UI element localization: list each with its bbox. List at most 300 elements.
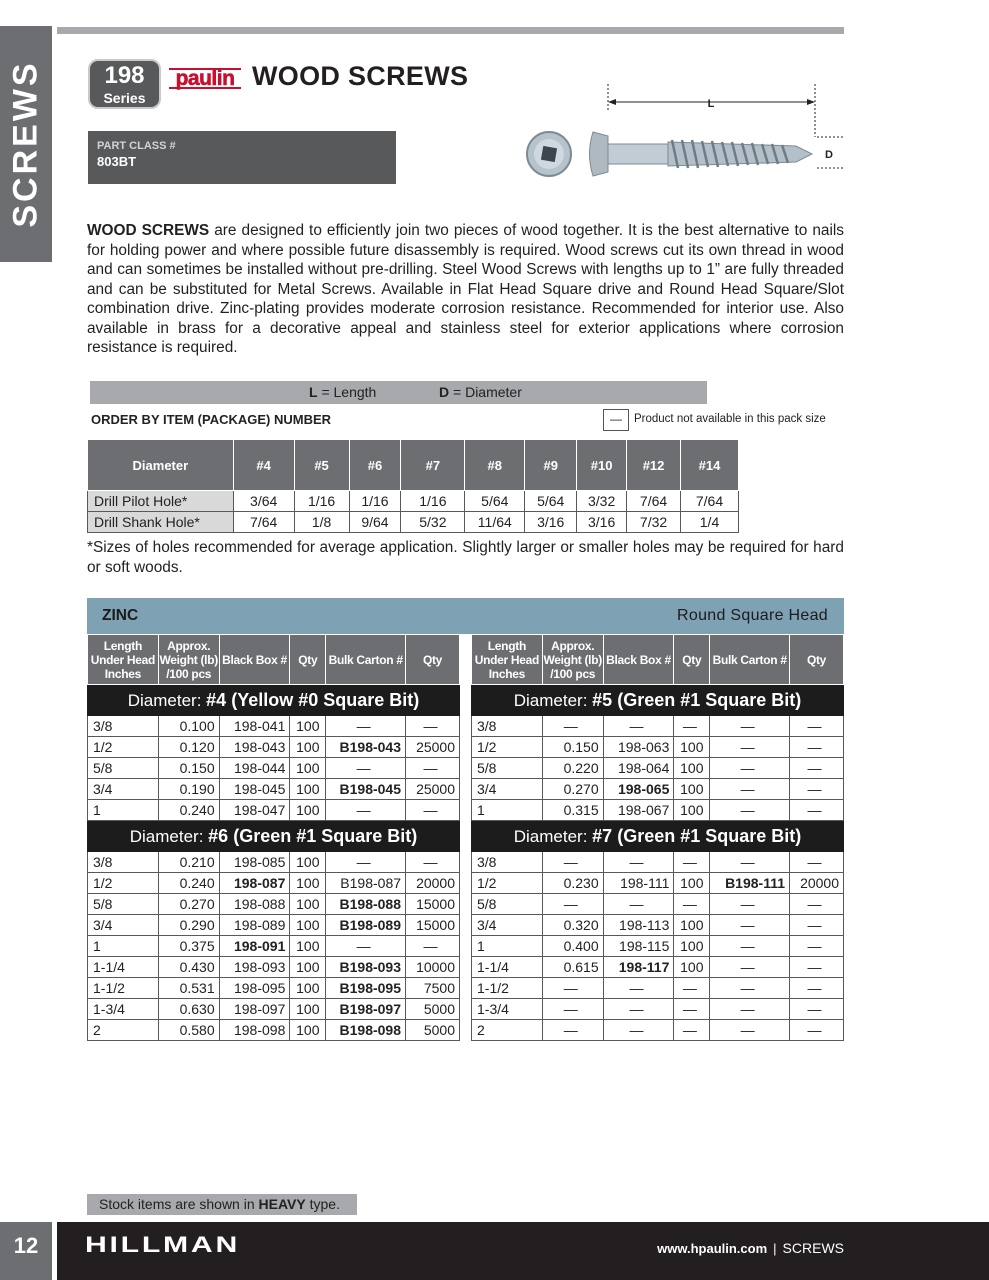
black-box-cell: 198-085 bbox=[219, 852, 290, 873]
drill-header-size: #7 bbox=[401, 440, 465, 491]
weight-cell: 0.120 bbox=[158, 737, 219, 758]
table-row bbox=[472, 800, 844, 821]
carton-qty-cell: 15000 bbox=[406, 915, 460, 936]
drill-cell: 11/64 bbox=[465, 512, 525, 533]
table-row bbox=[88, 936, 460, 957]
carton-qty-cell: — bbox=[790, 999, 844, 1020]
side-tab-label: SCREWS bbox=[6, 60, 45, 228]
drill-cell: 7/32 bbox=[627, 512, 681, 533]
box-qty-cell: — bbox=[674, 716, 710, 737]
drill-header-size: #4 bbox=[233, 440, 294, 491]
carton-qty-cell: — bbox=[790, 915, 844, 936]
side-tab bbox=[0, 26, 52, 262]
carton-qty-cell: — bbox=[790, 894, 844, 915]
drill-row bbox=[88, 491, 739, 512]
drill-note: *Sizes of holes recommended for average application. Slightly larger or smaller holes may be required for hard or soft woods. bbox=[87, 539, 844, 576]
weight-cell: 0.270 bbox=[542, 779, 603, 800]
weight-cell: 0.400 bbox=[542, 936, 603, 957]
carton-qty-cell: — bbox=[790, 957, 844, 978]
zinc-table-left bbox=[87, 634, 460, 1041]
stock-note bbox=[87, 1194, 357, 1215]
series-badge bbox=[88, 59, 161, 109]
box-qty-cell: 100 bbox=[290, 999, 326, 1020]
weight-cell: 0.430 bbox=[158, 957, 219, 978]
drill-cell: 1/4 bbox=[681, 512, 739, 533]
length-cell: 3/4 bbox=[88, 915, 159, 936]
diameter-row bbox=[88, 821, 460, 852]
table-row bbox=[88, 737, 460, 758]
footer-links bbox=[657, 1240, 844, 1256]
legend-bar bbox=[90, 381, 707, 404]
weight-cell: 0.230 bbox=[542, 873, 603, 894]
black-box-cell: 198-063 bbox=[603, 737, 674, 758]
length-cell: 2 bbox=[88, 1020, 159, 1041]
finish-label: ZINC bbox=[102, 607, 139, 624]
drill-header-size: #10 bbox=[577, 440, 627, 491]
carton-qty-cell: — bbox=[790, 737, 844, 758]
stock-note-after: type. bbox=[305, 1196, 340, 1212]
page-title: WOOD SCREWS bbox=[252, 61, 469, 91]
bulk-carton-cell: — bbox=[710, 737, 790, 758]
bulk-carton-cell: B198-089 bbox=[326, 915, 406, 936]
black-box-cell: 198-067 bbox=[603, 800, 674, 821]
weight-cell: 0.615 bbox=[542, 957, 603, 978]
length-cell: 1/2 bbox=[88, 873, 159, 894]
zinc-column-header: Approx. Weight (lb) /100 pcs bbox=[158, 635, 219, 685]
diameter-label: Diameter: bbox=[127, 690, 207, 710]
drill-cell: 7/64 bbox=[233, 512, 294, 533]
black-box-cell: — bbox=[603, 1020, 674, 1041]
box-qty-cell: 100 bbox=[674, 915, 710, 936]
hillman-logo bbox=[85, 1234, 250, 1256]
box-qty-cell: 100 bbox=[290, 915, 326, 936]
drill-cell: 1/8 bbox=[294, 512, 349, 533]
box-qty-cell: 100 bbox=[290, 716, 326, 737]
black-box-cell: — bbox=[603, 978, 674, 999]
drill-row-label: Drill Pilot Hole* bbox=[88, 491, 234, 512]
bulk-carton-cell: — bbox=[710, 915, 790, 936]
carton-qty-cell: 20000 bbox=[790, 873, 844, 894]
weight-cell: 0.315 bbox=[542, 800, 603, 821]
length-cell: 1-3/4 bbox=[472, 999, 543, 1020]
intro-lead: WOOD SCREWS bbox=[87, 222, 210, 239]
diameter-label: Diameter: bbox=[513, 690, 593, 710]
paulin-logo bbox=[168, 65, 244, 91]
black-box-cell: 198-043 bbox=[219, 737, 290, 758]
drill-cell: 7/64 bbox=[681, 491, 739, 512]
table-row bbox=[472, 1020, 844, 1041]
weight-cell: 0.210 bbox=[158, 852, 219, 873]
length-cell: 1 bbox=[88, 800, 159, 821]
length-cell: 1-1/4 bbox=[472, 957, 543, 978]
dim-length-label: L bbox=[707, 98, 715, 110]
weight-cell: 0.270 bbox=[158, 894, 219, 915]
carton-qty-cell: — bbox=[406, 852, 460, 873]
length-cell: 1/2 bbox=[472, 737, 543, 758]
table-row bbox=[88, 758, 460, 779]
dim-diameter-label: D bbox=[825, 149, 833, 161]
weight-cell: 0.375 bbox=[158, 936, 219, 957]
part-class-label: PART CLASS # bbox=[97, 140, 176, 152]
carton-qty-cell: 5000 bbox=[406, 1020, 460, 1041]
carton-qty-cell: — bbox=[790, 758, 844, 779]
box-qty-cell: 100 bbox=[290, 978, 326, 999]
zinc-column-header: Qty bbox=[406, 635, 460, 685]
weight-cell: 0.150 bbox=[158, 758, 219, 779]
weight-cell: 0.240 bbox=[158, 873, 219, 894]
black-box-cell: 198-087 bbox=[219, 873, 290, 894]
page-number: 12 bbox=[0, 1222, 52, 1280]
drill-header-size: #14 bbox=[681, 440, 739, 491]
zinc-table-right bbox=[471, 634, 844, 1041]
bulk-carton-cell: — bbox=[326, 758, 406, 779]
order-title: ORDER BY ITEM (PACKAGE) NUMBER bbox=[91, 412, 332, 427]
weight-cell: — bbox=[542, 894, 603, 915]
table-row bbox=[472, 873, 844, 894]
zinc-column-header: Length Under Head Inches bbox=[88, 635, 159, 685]
box-qty-cell: — bbox=[674, 999, 710, 1020]
weight-cell: — bbox=[542, 716, 603, 737]
zinc-column-header: Black Box # bbox=[219, 635, 290, 685]
diameter-value: #7 (Green #1 Square Bit) bbox=[592, 825, 802, 846]
drill-header-diameter: Diameter bbox=[88, 440, 234, 491]
drill-cell: 5/32 bbox=[401, 512, 465, 533]
carton-qty-cell: — bbox=[406, 716, 460, 737]
box-qty-cell: — bbox=[674, 978, 710, 999]
black-box-cell: 198-095 bbox=[219, 978, 290, 999]
drill-header-size: #12 bbox=[627, 440, 681, 491]
carton-qty-cell: — bbox=[406, 936, 460, 957]
diameter-row bbox=[472, 685, 844, 716]
drill-cell: 1/16 bbox=[349, 491, 401, 512]
black-box-cell: 198-097 bbox=[219, 999, 290, 1020]
table-row bbox=[472, 957, 844, 978]
box-qty-cell: — bbox=[674, 1020, 710, 1041]
black-box-cell: — bbox=[603, 999, 674, 1020]
table-row bbox=[472, 737, 844, 758]
hillman-logo-text: HILLMAN bbox=[85, 1234, 240, 1256]
table-row bbox=[472, 716, 844, 737]
black-box-cell: 198-045 bbox=[219, 779, 290, 800]
drill-header-size: #9 bbox=[525, 440, 577, 491]
carton-qty-cell: 15000 bbox=[406, 894, 460, 915]
table-row bbox=[472, 894, 844, 915]
legend-diameter bbox=[439, 384, 522, 400]
drill-row-label: Drill Shank Hole* bbox=[88, 512, 234, 533]
top-rule bbox=[57, 27, 844, 34]
carton-qty-cell: — bbox=[790, 779, 844, 800]
weight-cell: 0.320 bbox=[542, 915, 603, 936]
table-row bbox=[88, 852, 460, 873]
black-box-cell: 198-089 bbox=[219, 915, 290, 936]
zinc-header-row bbox=[472, 635, 844, 685]
carton-qty-cell: 10000 bbox=[406, 957, 460, 978]
bulk-carton-cell: B198-043 bbox=[326, 737, 406, 758]
length-cell: 1 bbox=[472, 800, 543, 821]
box-qty-cell: 100 bbox=[290, 1020, 326, 1041]
bulk-carton-cell: B198-087 bbox=[326, 873, 406, 894]
drill-header-row bbox=[88, 440, 739, 491]
box-qty-cell: 100 bbox=[674, 800, 710, 821]
box-qty-cell: 100 bbox=[290, 894, 326, 915]
legend-length bbox=[309, 384, 376, 400]
intro-body: are designed to efficiently join two pieces of wood together. It is the best alternative to nails for holding power and where possible future disassembly is required. Wood screws cut its own thread in wood and can sometimes be installed without pre-drilling. Steel Wood Screws with lengths up to 1” are fully threaded and can be substituted for Metal Screws. Available in Flat Head Square drive and Round Head Square/Slot combination drive. Zinc-plating provides moderate corrosion resistance. Recommended for interior use. Also available in brass for a decorative appeal and stainless steel for exterior applications where corrosion resistance is required. bbox=[87, 222, 844, 356]
table-row bbox=[88, 999, 460, 1020]
drill-hole-table bbox=[87, 439, 739, 533]
bulk-carton-cell: B198-098 bbox=[326, 1020, 406, 1041]
weight-cell: — bbox=[542, 978, 603, 999]
box-qty-cell: 100 bbox=[290, 936, 326, 957]
carton-qty-cell: 7500 bbox=[406, 978, 460, 999]
weight-cell: 0.290 bbox=[158, 915, 219, 936]
footer-website-link[interactable]: www.hpaulin.com bbox=[657, 1241, 768, 1256]
length-cell: 1/2 bbox=[472, 873, 543, 894]
black-box-cell: 198-047 bbox=[219, 800, 290, 821]
drill-cell: 1/16 bbox=[294, 491, 349, 512]
weight-cell: 0.150 bbox=[542, 737, 603, 758]
table-row bbox=[88, 779, 460, 800]
box-qty-cell: 100 bbox=[674, 779, 710, 800]
carton-qty-cell: — bbox=[790, 978, 844, 999]
weight-cell: 0.190 bbox=[158, 779, 219, 800]
table-row bbox=[472, 852, 844, 873]
diameter-value: #6 (Green #1 Square Bit) bbox=[208, 825, 418, 846]
bulk-carton-cell: B198-095 bbox=[326, 978, 406, 999]
part-class-box bbox=[88, 131, 396, 184]
black-box-cell: — bbox=[603, 716, 674, 737]
black-box-cell: 198-113 bbox=[603, 915, 674, 936]
bulk-carton-cell: B198-093 bbox=[326, 957, 406, 978]
table-row bbox=[472, 758, 844, 779]
bulk-carton-cell: — bbox=[710, 957, 790, 978]
box-qty-cell: — bbox=[674, 894, 710, 915]
bulk-carton-cell: — bbox=[710, 852, 790, 873]
drill-cell: 3/32 bbox=[577, 491, 627, 512]
zinc-column-header: Bulk Carton # bbox=[326, 635, 406, 685]
length-cell: 3/8 bbox=[88, 852, 159, 873]
carton-qty-cell: — bbox=[790, 852, 844, 873]
weight-cell: 0.240 bbox=[158, 800, 219, 821]
diameter-row bbox=[472, 821, 844, 852]
black-box-cell: 198-064 bbox=[603, 758, 674, 779]
box-qty-cell: 100 bbox=[290, 957, 326, 978]
drill-header-size: #8 bbox=[465, 440, 525, 491]
diameter-heading bbox=[472, 821, 844, 852]
head-type-label: Round Square Head bbox=[677, 607, 828, 624]
diameter-row bbox=[88, 685, 460, 716]
weight-cell: 0.100 bbox=[158, 716, 219, 737]
box-qty-cell: 100 bbox=[290, 779, 326, 800]
length-cell: 3/4 bbox=[472, 779, 543, 800]
length-cell: 3/8 bbox=[472, 716, 543, 737]
length-cell: 1-1/2 bbox=[472, 978, 543, 999]
part-class-value: 803BT bbox=[97, 154, 137, 169]
bulk-carton-cell: — bbox=[326, 852, 406, 873]
bulk-carton-cell: — bbox=[710, 716, 790, 737]
box-qty-cell: 100 bbox=[674, 957, 710, 978]
weight-cell: 0.580 bbox=[158, 1020, 219, 1041]
drill-cell: 5/64 bbox=[465, 491, 525, 512]
drill-cell: 7/64 bbox=[627, 491, 681, 512]
table-row bbox=[472, 915, 844, 936]
length-cell: 1-1/4 bbox=[88, 957, 159, 978]
carton-qty-cell: 5000 bbox=[406, 999, 460, 1020]
table-row bbox=[88, 894, 460, 915]
zinc-header-row bbox=[88, 635, 460, 685]
carton-qty-cell: 25000 bbox=[406, 779, 460, 800]
table-row bbox=[88, 1020, 460, 1041]
length-cell: 5/8 bbox=[88, 894, 159, 915]
weight-cell: — bbox=[542, 999, 603, 1020]
black-box-cell: 198-117 bbox=[603, 957, 674, 978]
length-cell: 5/8 bbox=[88, 758, 159, 779]
box-qty-cell: 100 bbox=[290, 737, 326, 758]
length-cell: 1/2 bbox=[88, 737, 159, 758]
legend-diameter-key: D bbox=[439, 384, 450, 400]
bulk-carton-cell: — bbox=[710, 999, 790, 1020]
bulk-carton-cell: B198-097 bbox=[326, 999, 406, 1020]
drill-header-size: #5 bbox=[294, 440, 349, 491]
zinc-column-header: Bulk Carton # bbox=[710, 635, 790, 685]
bulk-carton-cell: B198-111 bbox=[710, 873, 790, 894]
box-qty-cell: 100 bbox=[290, 758, 326, 779]
series-number: 198 bbox=[104, 62, 145, 89]
bulk-carton-cell: — bbox=[326, 716, 406, 737]
drill-cell: 3/16 bbox=[525, 512, 577, 533]
footer-separator: | bbox=[773, 1241, 777, 1256]
table-row bbox=[88, 915, 460, 936]
box-qty-cell: 100 bbox=[674, 936, 710, 957]
length-cell: 1 bbox=[472, 936, 543, 957]
box-qty-cell: 100 bbox=[674, 737, 710, 758]
length-cell: 1-1/2 bbox=[88, 978, 159, 999]
stock-note-bold: HEAVY bbox=[258, 1196, 306, 1212]
table-row bbox=[88, 873, 460, 894]
bulk-carton-cell: — bbox=[710, 978, 790, 999]
box-qty-cell: 100 bbox=[290, 852, 326, 873]
series-label: Series bbox=[103, 90, 146, 106]
paulin-logo-text: paulin bbox=[175, 67, 235, 90]
weight-cell: — bbox=[542, 1020, 603, 1041]
length-cell: 3/4 bbox=[472, 915, 543, 936]
diameter-heading bbox=[472, 685, 844, 716]
legend-diameter-text: = Diameter bbox=[453, 384, 522, 400]
weight-cell: 0.630 bbox=[158, 999, 219, 1020]
box-qty-cell: 100 bbox=[290, 873, 326, 894]
bulk-carton-cell: — bbox=[710, 800, 790, 821]
zinc-bar bbox=[87, 598, 844, 634]
drill-cell: 5/64 bbox=[525, 491, 577, 512]
black-box-cell: 198-088 bbox=[219, 894, 290, 915]
drill-cell: 3/64 bbox=[233, 491, 294, 512]
length-cell: 1-3/4 bbox=[88, 999, 159, 1020]
table-row bbox=[472, 978, 844, 999]
legend-length-text: = Length bbox=[321, 384, 377, 400]
stock-note-before: Stock items are shown in bbox=[99, 1196, 259, 1212]
table-row bbox=[88, 716, 460, 737]
carton-qty-cell: — bbox=[406, 800, 460, 821]
diameter-heading bbox=[88, 821, 460, 852]
table-row bbox=[88, 978, 460, 999]
length-cell: 5/8 bbox=[472, 758, 543, 779]
zinc-column-header: Qty bbox=[674, 635, 710, 685]
drill-row bbox=[88, 512, 739, 533]
weight-cell: — bbox=[542, 852, 603, 873]
black-box-cell: 198-093 bbox=[219, 957, 290, 978]
na-legend-text: Product not available in this pack size bbox=[634, 413, 826, 425]
bulk-carton-cell: — bbox=[326, 936, 406, 957]
intro-paragraph bbox=[87, 221, 844, 358]
diameter-heading bbox=[88, 685, 460, 716]
na-symbol-box: — bbox=[603, 409, 629, 431]
footer-section: SCREWS bbox=[782, 1240, 844, 1256]
drill-cell: 3/16 bbox=[577, 512, 627, 533]
black-box-cell: 198-098 bbox=[219, 1020, 290, 1041]
diameter-value: #4 (Yellow #0 Square Bit) bbox=[206, 689, 420, 710]
box-qty-cell: 100 bbox=[290, 800, 326, 821]
weight-cell: 0.531 bbox=[158, 978, 219, 999]
length-cell: 1 bbox=[88, 936, 159, 957]
length-cell: 3/8 bbox=[472, 852, 543, 873]
carton-qty-cell: 20000 bbox=[406, 873, 460, 894]
zinc-column-header: Approx. Weight (lb) /100 pcs bbox=[542, 635, 603, 685]
carton-qty-cell: — bbox=[790, 716, 844, 737]
bulk-carton-cell: B198-088 bbox=[326, 894, 406, 915]
drill-cell: 1/16 bbox=[401, 491, 465, 512]
black-box-cell: 198-041 bbox=[219, 716, 290, 737]
weight-cell: 0.220 bbox=[542, 758, 603, 779]
table-row bbox=[472, 779, 844, 800]
length-cell: 3/4 bbox=[88, 779, 159, 800]
black-box-cell: 198-091 bbox=[219, 936, 290, 957]
bulk-carton-cell: — bbox=[326, 800, 406, 821]
length-cell: 2 bbox=[472, 1020, 543, 1041]
box-qty-cell: 100 bbox=[674, 873, 710, 894]
drill-cell: 9/64 bbox=[349, 512, 401, 533]
carton-qty-cell: — bbox=[790, 1020, 844, 1041]
diameter-label: Diameter: bbox=[513, 826, 593, 846]
table-row bbox=[88, 957, 460, 978]
bulk-carton-cell: — bbox=[710, 1020, 790, 1041]
length-cell: 5/8 bbox=[472, 894, 543, 915]
table-row bbox=[472, 936, 844, 957]
diameter-value: #5 (Green #1 Square Bit) bbox=[592, 689, 802, 710]
screw-diagram bbox=[520, 82, 850, 182]
black-box-cell: — bbox=[603, 852, 674, 873]
bulk-carton-cell: — bbox=[710, 894, 790, 915]
carton-qty-cell: — bbox=[790, 936, 844, 957]
box-qty-cell: — bbox=[674, 852, 710, 873]
carton-qty-cell: — bbox=[406, 758, 460, 779]
black-box-cell: — bbox=[603, 894, 674, 915]
bulk-carton-cell: — bbox=[710, 779, 790, 800]
bulk-carton-cell: — bbox=[710, 758, 790, 779]
legend-length-key: L bbox=[309, 384, 318, 400]
black-box-cell: 198-065 bbox=[603, 779, 674, 800]
carton-qty-cell: — bbox=[790, 800, 844, 821]
bulk-carton-cell: — bbox=[710, 936, 790, 957]
black-box-cell: 198-115 bbox=[603, 936, 674, 957]
black-box-cell: 198-111 bbox=[603, 873, 674, 894]
drill-header-size: #6 bbox=[349, 440, 401, 491]
table-row bbox=[88, 800, 460, 821]
zinc-column-header: Qty bbox=[290, 635, 326, 685]
black-box-cell: 198-044 bbox=[219, 758, 290, 779]
zinc-column-header: Qty bbox=[790, 635, 844, 685]
length-cell: 3/8 bbox=[88, 716, 159, 737]
box-qty-cell: 100 bbox=[674, 758, 710, 779]
table-row bbox=[472, 999, 844, 1020]
